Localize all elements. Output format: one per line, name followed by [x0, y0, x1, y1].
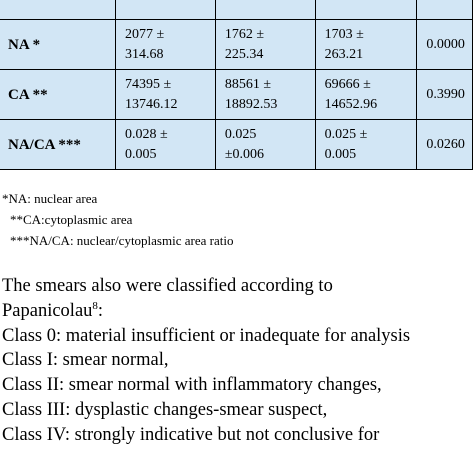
row-label-na-ca: NA/CA ***	[0, 120, 116, 170]
table-cell	[315, 120, 417, 170]
paragraph-intro-line: The smears also were classified according to	[2, 276, 333, 296]
cell-line: 0.0260	[426, 136, 465, 152]
cell-line: 225.34	[224, 46, 264, 62]
table-cell	[116, 120, 216, 170]
footnote-na-ca: ***NA/CA: nuclear/cytoplasmic area ratio	[10, 233, 234, 248]
cell-line: 14652.96	[324, 96, 378, 112]
cell-line: 18892.53	[224, 96, 278, 112]
cell-line: 0.3990	[426, 86, 465, 102]
table-header-cell	[215, 0, 315, 20]
table-header-cell	[417, 0, 473, 20]
table-cell	[215, 70, 315, 120]
table-cell	[116, 20, 216, 70]
footnote-ca: **CA:cytoplasmic area	[10, 212, 133, 227]
table-header-row	[0, 0, 473, 20]
table-cell	[215, 20, 315, 70]
table-header-cell	[116, 0, 216, 20]
class-0-line: Class 0: material insufficient or inadequate for analysis	[2, 325, 411, 346]
intro-suffix: :	[97, 300, 104, 321]
author-name: Papanicolau	[2, 300, 93, 321]
class-1-line: Class I: smear normal,	[2, 350, 169, 371]
table-cell	[116, 70, 216, 120]
footnote-na: *NA: nuclear area	[2, 191, 98, 206]
cell-line: 263.21	[324, 46, 364, 62]
classification-paragraph	[2, 274, 410, 448]
cell-area-table	[0, 0, 473, 170]
cell-line: 13746.12	[125, 96, 178, 112]
cell-line: ±0.006	[224, 146, 265, 162]
table-header-cell	[0, 0, 116, 20]
row-label-ca: CA **	[0, 70, 116, 120]
table-cell-p-value	[417, 120, 473, 170]
cell-line: 88561 ±	[224, 76, 272, 92]
cell-line: 0.028 ±	[125, 126, 168, 142]
class-3-line: Class III: dysplastic changes-smear suspect,	[2, 399, 328, 420]
table-row	[0, 20, 473, 70]
cell-line: 0.025 ±	[324, 126, 368, 142]
cell-line: 0.005	[125, 146, 157, 162]
paragraph-intro-line	[2, 299, 410, 324]
table-row	[0, 120, 473, 170]
cell-line: 1703 ±	[324, 26, 364, 42]
table-row	[0, 70, 473, 120]
cell-line: 0.025	[224, 126, 257, 142]
cell-line: 314.68	[125, 46, 164, 62]
table-cell-p-value	[417, 70, 473, 120]
cell-line: 0.005	[324, 146, 357, 162]
table-cell	[215, 120, 315, 170]
table-header-cell	[315, 0, 417, 20]
reference-superscript: 8	[92, 299, 98, 312]
cell-line: 74395 ±	[125, 76, 172, 92]
cell-line: 2077 ±	[125, 26, 165, 42]
cell-line: 69666 ±	[324, 76, 371, 92]
class-4-line: Class IV: strongly indicative but not conclusive for	[2, 424, 380, 445]
class-2-line: Class II: smear normal with inflammatory changes,	[2, 375, 382, 396]
table-cell	[315, 70, 417, 120]
row-label-na: NA *	[0, 20, 116, 70]
cell-line: 1762 ±	[224, 26, 265, 42]
table-cell-p-value	[417, 20, 473, 70]
table-footnotes	[2, 188, 233, 251]
table-cell	[315, 20, 417, 70]
cell-line: 0.0000	[426, 36, 465, 52]
